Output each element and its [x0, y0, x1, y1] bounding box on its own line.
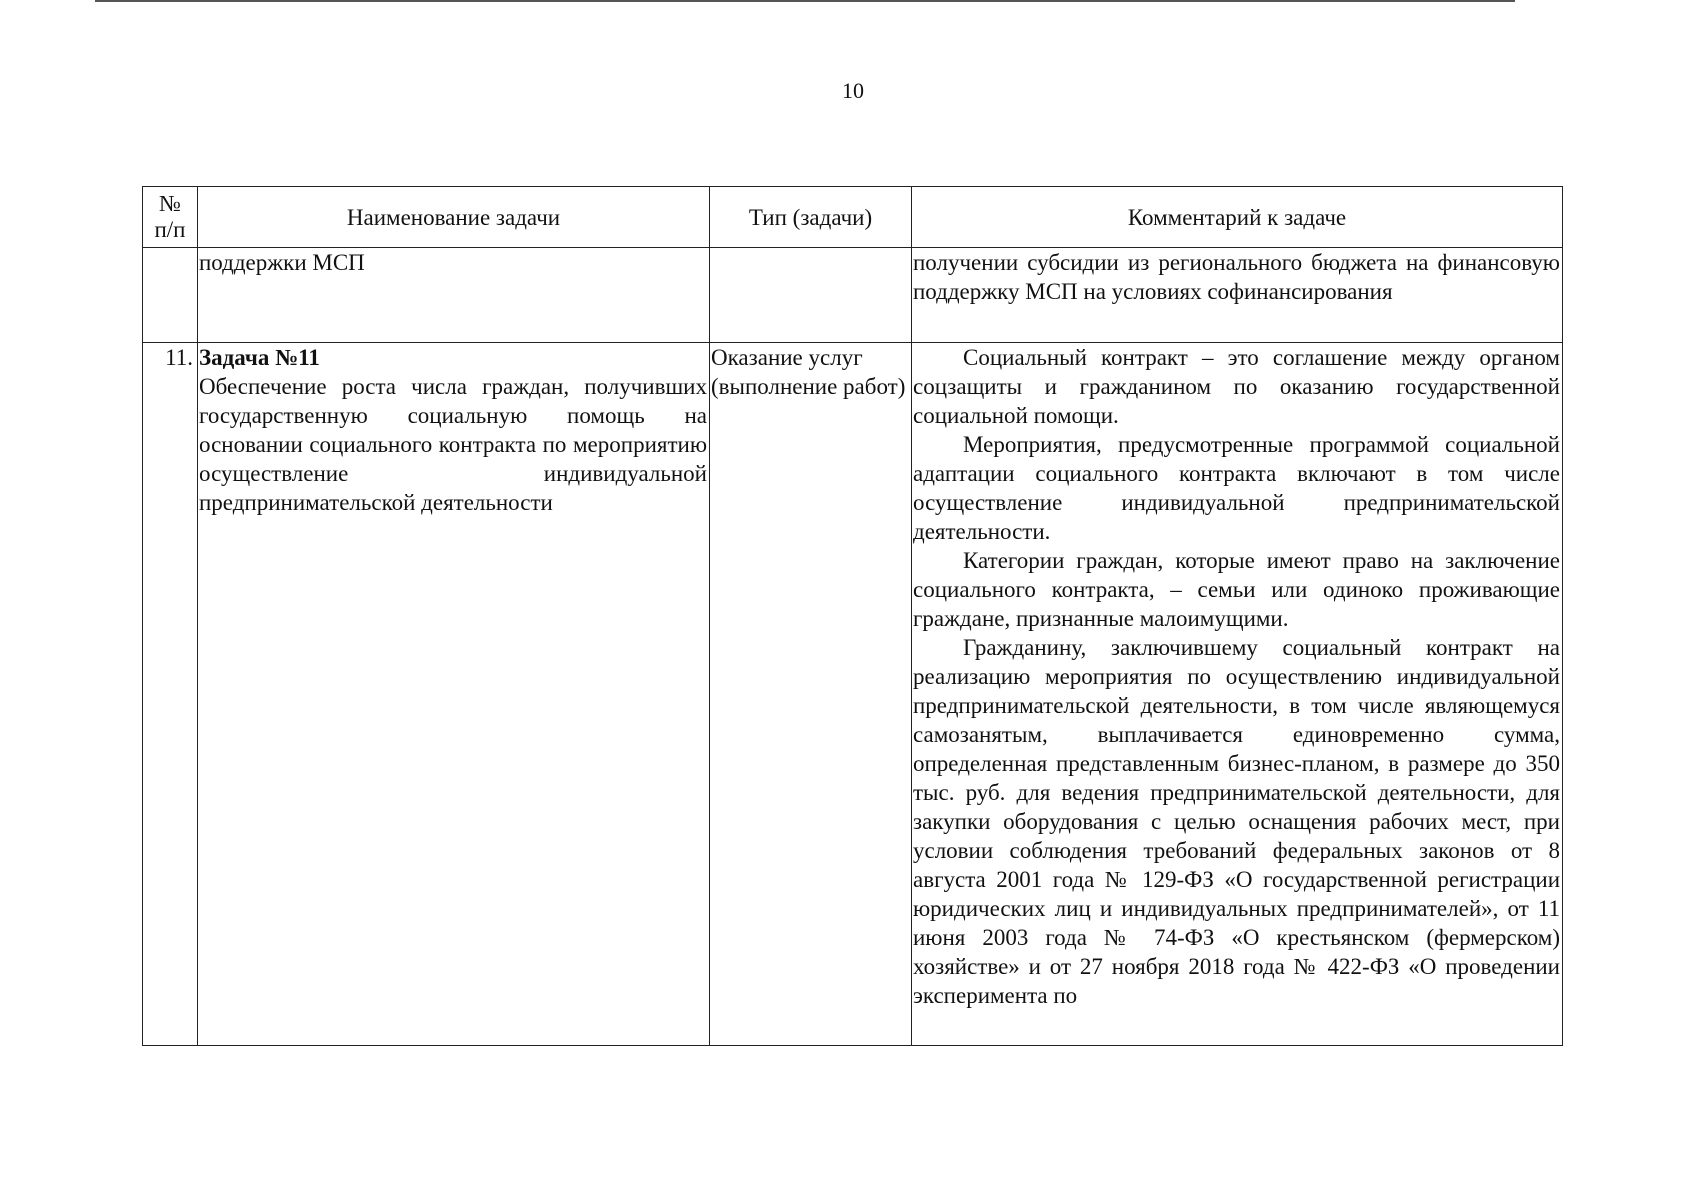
task-type-cell: Оказание услуг (выполнение работ)	[710, 343, 912, 1046]
task-description: Обеспечение роста числа граждан, получивших государственную социальную помощь на основании социального контракта по мероприятию осуществление индивидуальной предпринимательской деятельности	[199, 374, 707, 515]
comment-paragraph: Социальный контракт – это соглашение между органом соцзащиты и гражданином по оказанию государственной социальной помощи.	[913, 345, 1560, 428]
task-comment-cell: получении субсидии из регионального бюджета на финансовую поддержку МСП на условиях софинансирования	[912, 248, 1563, 343]
row-number	[143, 248, 198, 343]
tasks-table	[142, 186, 1563, 1046]
header-task-name: Наименование задачи	[198, 187, 710, 248]
row-number: 11.	[143, 343, 198, 1046]
table-header-row	[143, 187, 1563, 248]
header-task-type: Тип (задачи)	[710, 187, 912, 248]
scan-edge-line	[95, 0, 1515, 2]
task-name-cell	[198, 343, 710, 1046]
comment-paragraph: Категории граждан, которые имеют право на заключение социального контракта, – семьи или одиноко проживающие граждане, признанные малоимущими.	[913, 548, 1560, 631]
task-name-cell: поддержки МСП	[198, 248, 710, 343]
page-number: 10	[842, 78, 864, 103]
comment-paragraph: Мероприятия, предусмотренные программой социальной адаптации социального контракта включают в том числе осуществление индивидуальной предпринимательской деятельности.	[913, 432, 1560, 544]
table-row	[143, 248, 1563, 343]
task-type-cell	[710, 248, 912, 343]
task-comment-cell	[912, 343, 1563, 1046]
comment-paragraph: Гражданину, заключившему социальный контракт на реализацию мероприятия по осуществлению индивидуальной предпринимательской деятельности, в том числе являющемуся самозанятым, выплачивается единовременно сумма, определенная представленным бизнес-планом, в размере до 350 тыс. руб. для ведения предпринимательской деятельности, для закупки оборудования с целью оснащения рабочих мест, при условии соблюдения требований федеральных законов от 8 августа 2001 года № 129-ФЗ «О государственной регистрации юридических лиц и индивидуальных предпринимателей», от 11 июня 2003 года № 74-ФЗ «О крестьянском (фермерском) хозяйстве» и от 27 ноября 2018 года № 422-ФЗ «О проведении эксперимента по	[913, 635, 1560, 1008]
table-row	[143, 343, 1563, 1046]
header-number: № п/п	[143, 187, 198, 248]
header-task-comment: Комментарий к задаче	[912, 187, 1563, 248]
task-title: Задача №11	[199, 345, 320, 370]
